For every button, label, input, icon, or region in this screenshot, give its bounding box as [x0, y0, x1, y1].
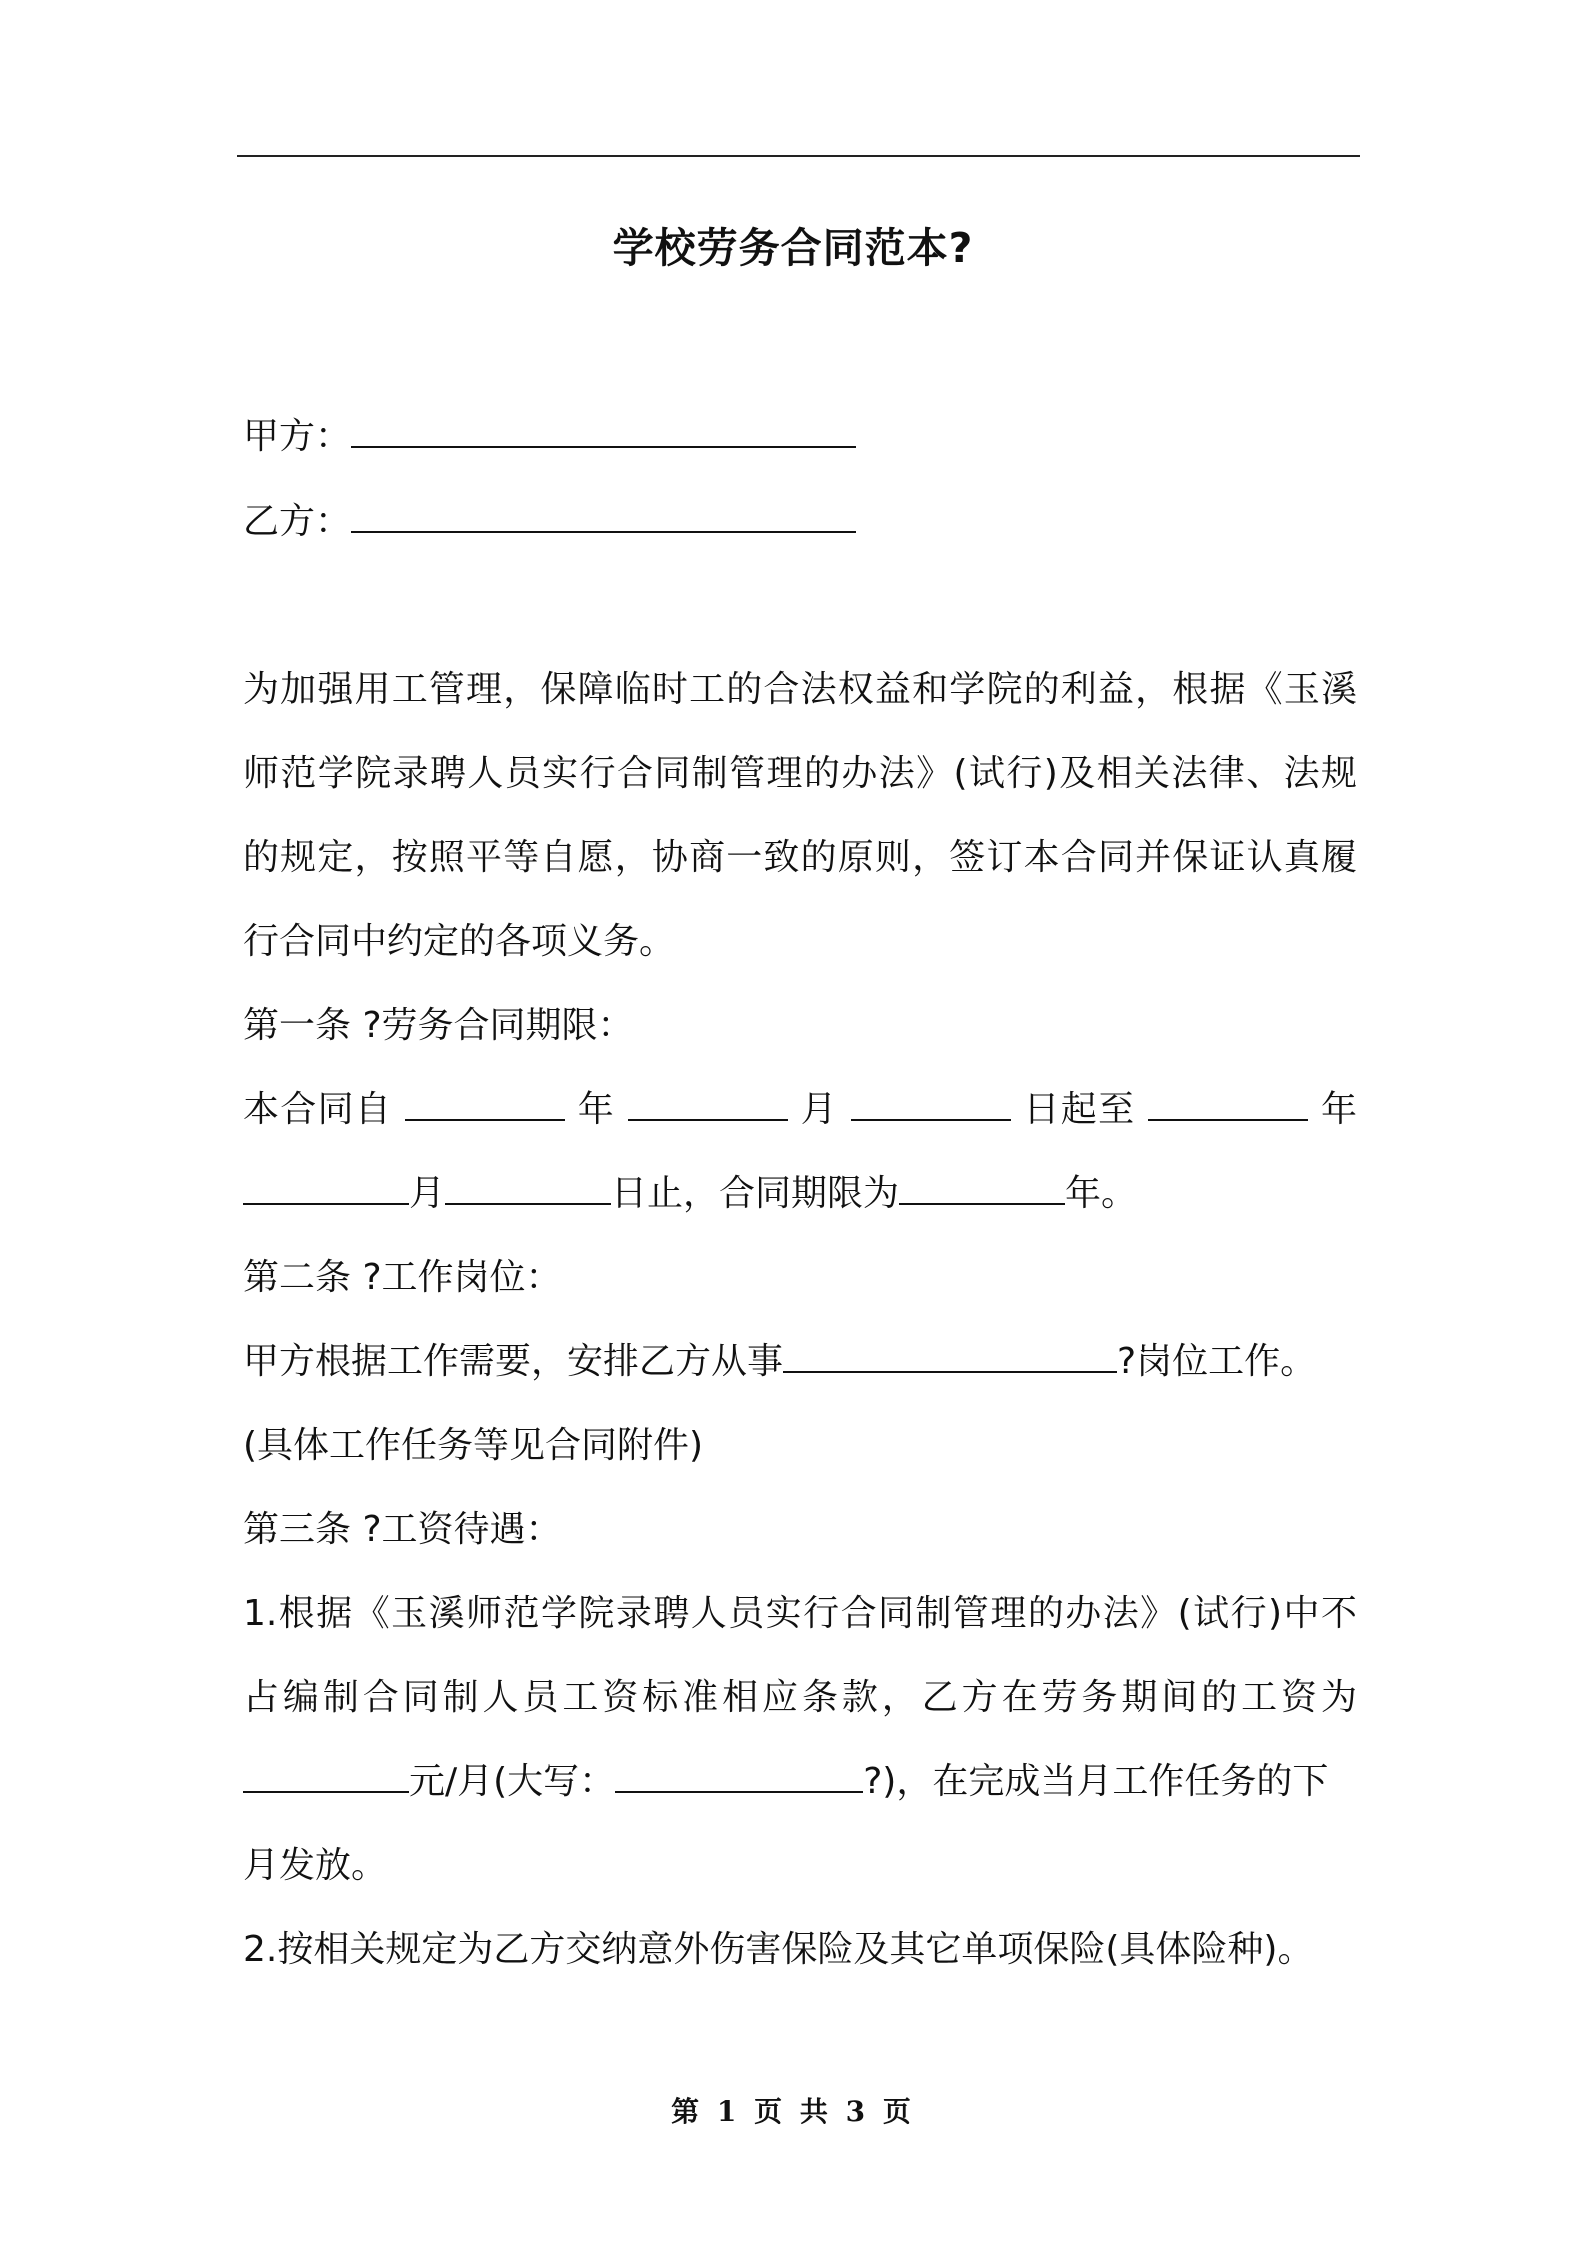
- party-a-label: 甲方：: [243, 416, 352, 457]
- party-b-line: [243, 497, 856, 547]
- party-b-label: 乙方：: [243, 501, 352, 542]
- until-label: 日起至: [1023, 1089, 1136, 1130]
- month-label: 月: [800, 1089, 838, 1130]
- preamble-line-4: 行合同中约定的各项义务。: [243, 921, 676, 962]
- header-rule: [237, 155, 1360, 157]
- article-2-line-2: (具体工作任务等见合同附件): [243, 1425, 704, 1466]
- clause-1-line-1: 1.根据《玉溪师范学院录聘人员实行合同制管理的办法》(试行)中不: [243, 1593, 1357, 1634]
- assignment-prefix: 甲方根据工作需要，安排乙方从事: [243, 1341, 784, 1382]
- contract-from-label: 本合同自: [243, 1089, 393, 1130]
- article-1-line-2: [243, 1169, 1137, 1219]
- clause-1-line-4: 月发放。: [243, 1845, 388, 1886]
- clause-1-line-2: 占编制合同制人员工资标准相应条款，乙方在劳务期间的工资为: [243, 1677, 1357, 1718]
- document-title: 学校劳务合同范本?: [612, 224, 974, 272]
- salary-unit-label: 元/月(大写：: [409, 1761, 616, 1802]
- party-b-blank: [351, 499, 856, 533]
- start-year-blank: [405, 1087, 565, 1121]
- end-month-label: 月: [409, 1173, 446, 1214]
- article-2-heading: 第二条 ?工作岗位：: [243, 1257, 562, 1298]
- end-month-blank: [243, 1171, 409, 1205]
- article-3-heading: 第三条 ?工资待遇：: [243, 1509, 562, 1550]
- end-day-blank: [445, 1171, 611, 1205]
- salary-payment-label: ?)，在完成当月工作任务的下: [863, 1761, 1329, 1802]
- start-day-blank: [851, 1087, 1011, 1121]
- position-blank: [783, 1339, 1117, 1373]
- term-years-blank: [899, 1171, 1065, 1205]
- year-label: 年: [577, 1089, 616, 1130]
- term-label: 日止，合同期限为: [611, 1173, 900, 1214]
- start-month-blank: [628, 1087, 788, 1121]
- article-1-line-1: [243, 1085, 1357, 1135]
- salary-words-blank: [615, 1759, 863, 1793]
- article-2-line-1: [243, 1337, 1316, 1387]
- preamble-line-1: 为加强用工管理，保障临时工的合法权益和学院的利益，根据《玉溪: [243, 669, 1357, 710]
- clause-1-line-3: [243, 1757, 1328, 1807]
- assignment-suffix: ?岗位工作。: [1117, 1341, 1317, 1382]
- page-footer: 第 1 页 共 3 页: [671, 2095, 915, 2128]
- term-years-label: 年。: [1065, 1173, 1138, 1214]
- party-a-line: [243, 412, 856, 462]
- preamble-line-3: 的规定，按照平等自愿，协商一致的原则，签订本合同并保证认真履: [243, 837, 1357, 878]
- salary-amount-blank: [243, 1759, 409, 1793]
- preamble-line-2: 师范学院录聘人员实行合同制管理的办法》(试行)及相关法律、法规: [243, 753, 1357, 794]
- party-a-blank: [351, 414, 856, 448]
- end-year-blank: [1148, 1087, 1308, 1121]
- end-year-label: 年: [1320, 1089, 1357, 1130]
- clause-2: 2.按相关规定为乙方交纳意外伤害保险及其它单项保险(具体险种)。: [243, 1929, 1314, 1970]
- article-1-heading: 第一条 ?劳务合同期限：: [243, 1005, 634, 1046]
